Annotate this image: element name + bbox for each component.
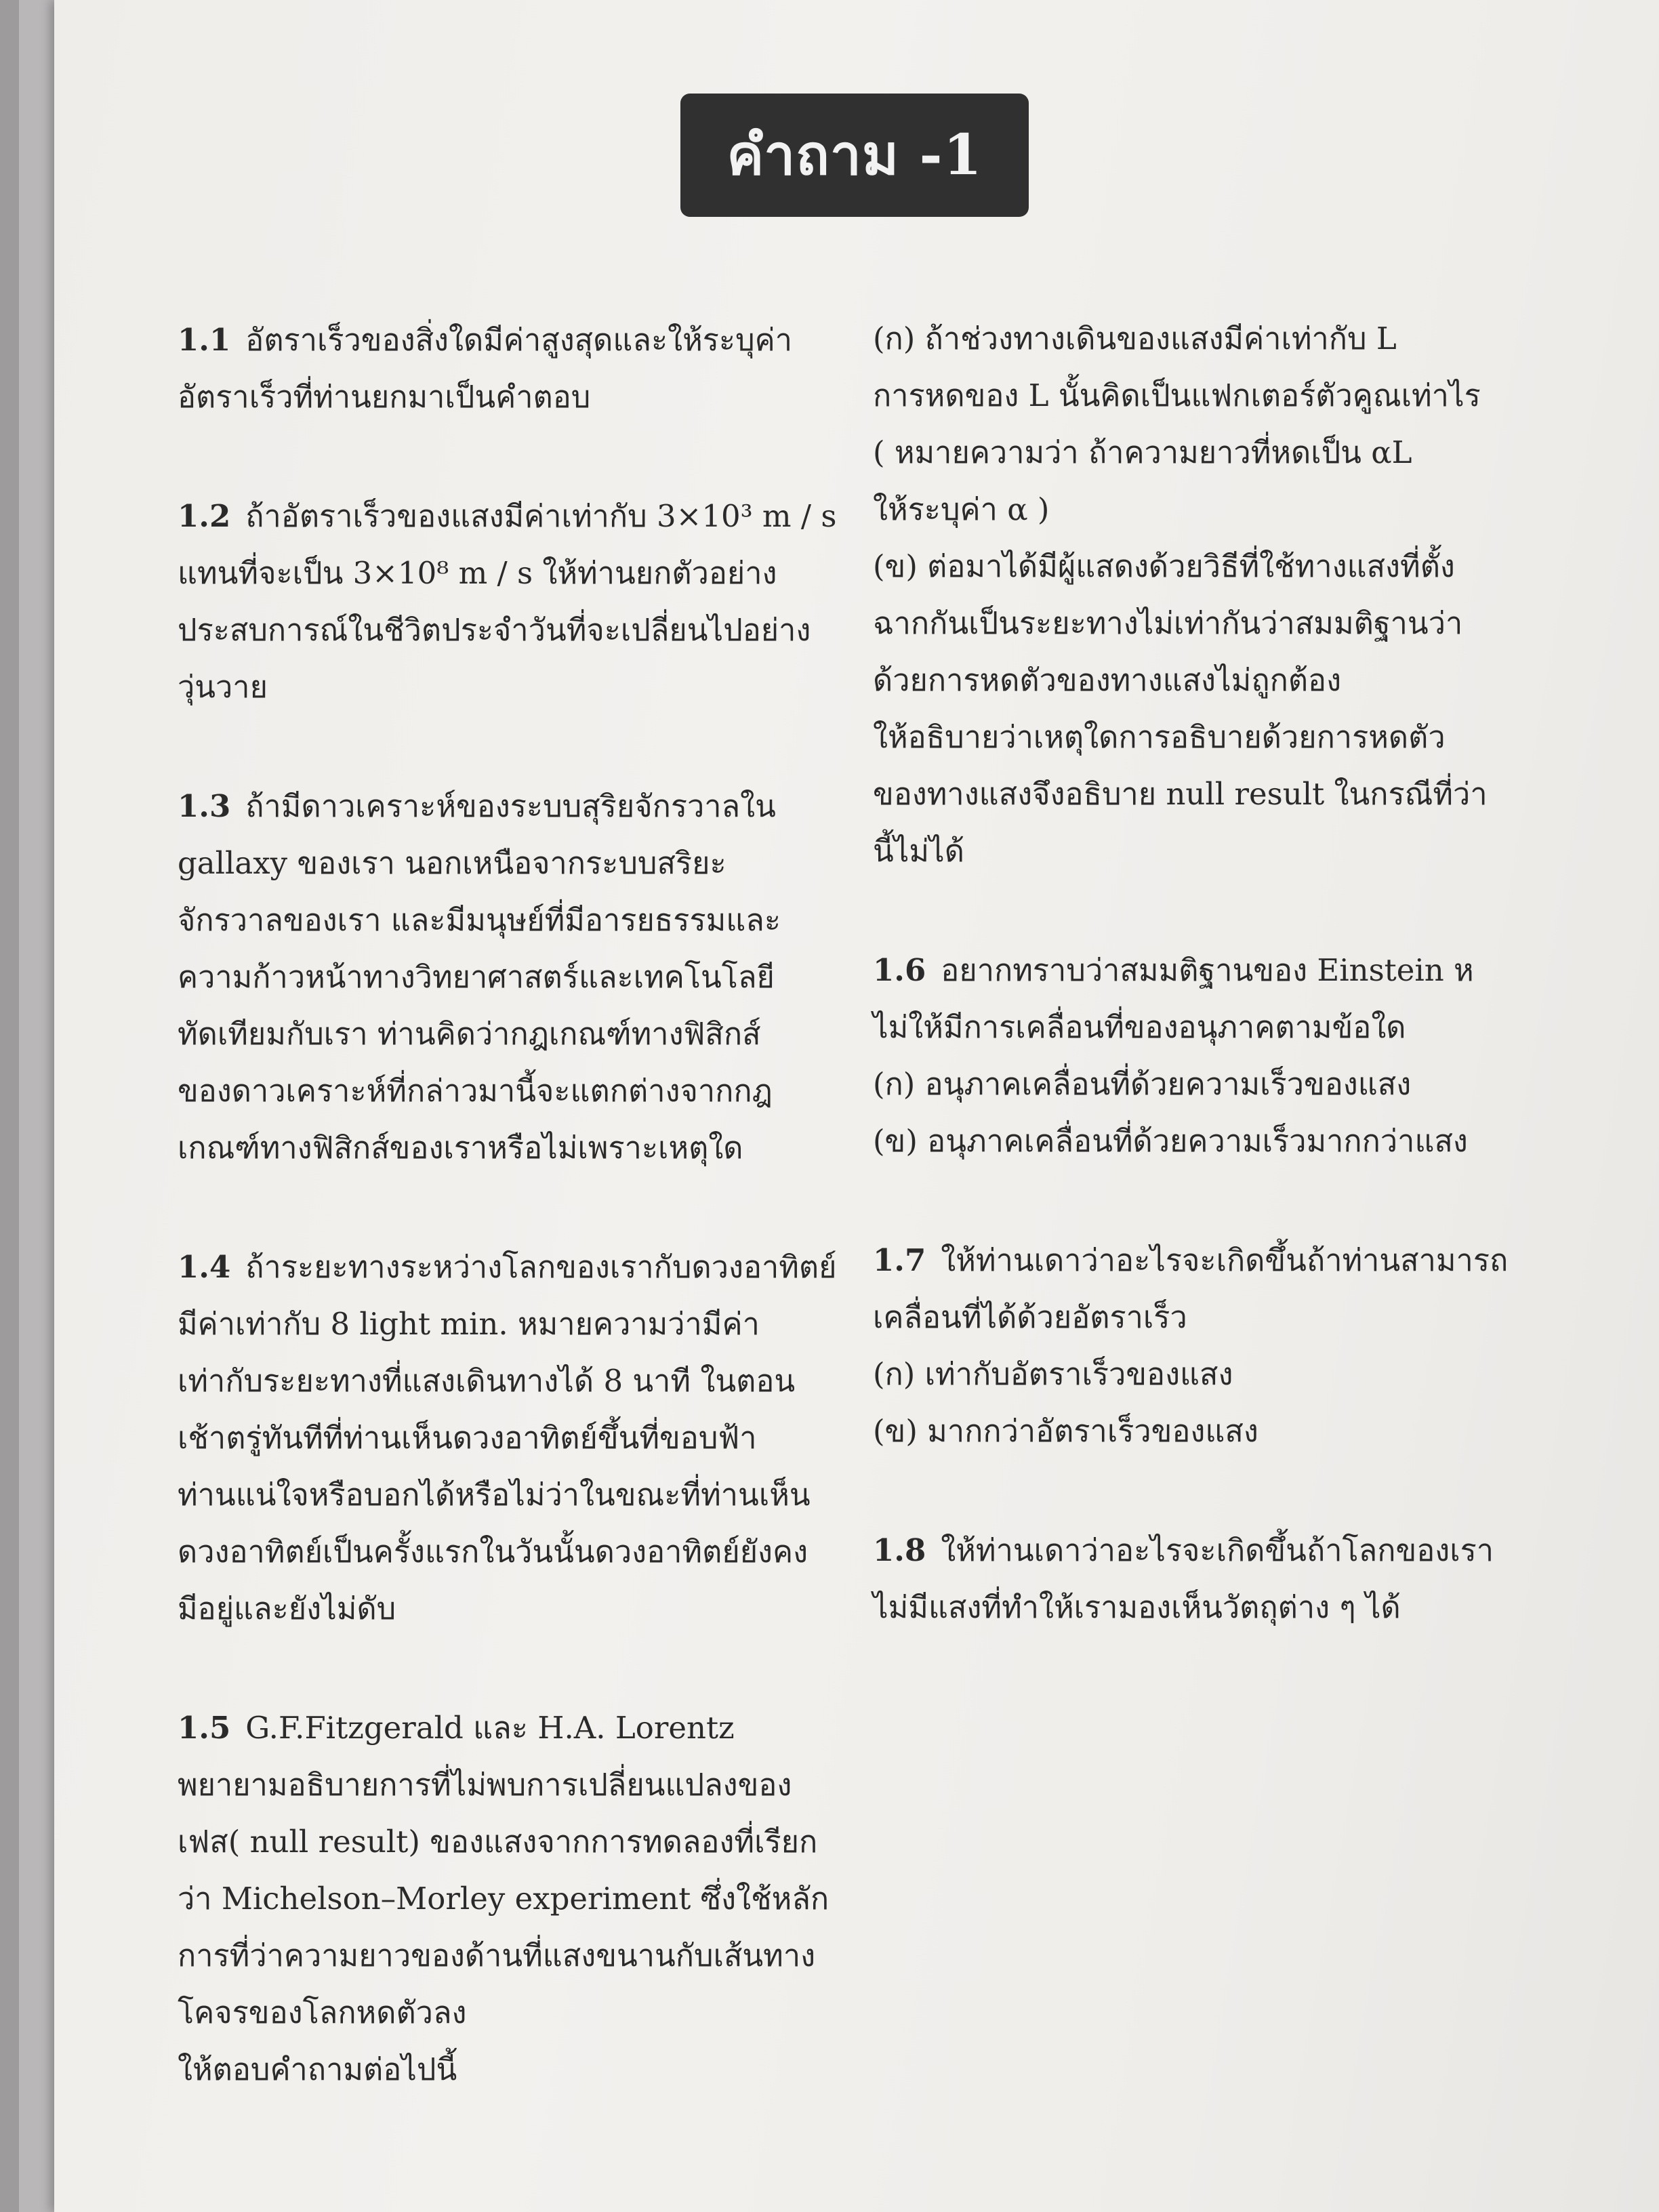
question-text-line: นี้ไม่ได้ bbox=[873, 833, 964, 869]
question-number: 1.2 bbox=[178, 498, 231, 534]
question-text-line: ว่า Michelson–Morley experiment ซึ่งใช้หลัก bbox=[178, 1881, 830, 1917]
question-text-line: มีอยู่และยังไม่ดับ bbox=[178, 1591, 396, 1626]
question-number: 1.8 bbox=[873, 1532, 926, 1568]
book-page bbox=[54, 0, 1659, 2212]
question-text-line: (ก) อนุภาคเคลื่อนที่ด้วยความเร็วของแสง bbox=[873, 1066, 1412, 1102]
question-text-line: การหดของ L นั้นคิดเป็นแฟกเตอร์ตัวคูณเท่าไร bbox=[873, 377, 1481, 413]
question-text-line: ถ้าอัตราเร็วของแสงมีค่าเท่ากับ 3×10³ m / s bbox=[245, 498, 837, 534]
chapter-heading bbox=[680, 94, 1029, 217]
question-text-line: เฟส( null result) ของแสงจากการทดลองที่เรียก bbox=[178, 1824, 818, 1860]
question-text-line: ของดาวเคราะห์ที่กล่าวมานี้จะแตกต่างจากกฎ bbox=[178, 1073, 773, 1109]
right-column bbox=[873, 310, 1632, 1636]
question-1-4 bbox=[178, 1239, 909, 1637]
question-text-line: G.F.Fitzgerald และ H.A. Lorentz bbox=[245, 1710, 735, 1746]
question-text-line: เกณฑ์ทางฟิสิกส์ของเราหรือไม่เพราะเหตุใด bbox=[178, 1130, 743, 1166]
question-1-3 bbox=[178, 778, 909, 1176]
question-text-line: โคจรของโลกหดตัวลง bbox=[178, 1994, 467, 2030]
question-text-line: (ข) อนุภาคเคลื่อนที่ด้วยความเร็วมากกว่าแสง bbox=[873, 1123, 1468, 1159]
book-binding-edge bbox=[0, 0, 19, 2212]
question-text-line: ให้ระบุค่า α ) bbox=[873, 491, 1050, 527]
question-1-2 bbox=[178, 488, 909, 716]
question-number: 1.4 bbox=[178, 1249, 231, 1285]
question-1-1 bbox=[178, 312, 909, 426]
question-text-line: ฉากกันเป็นระยะทางไม่เท่ากันว่าสมมติฐานว่า bbox=[873, 605, 1463, 641]
question-text-line: ไม่ให้มีการเคลื่อนที่ของอนุภาคตามข้อใด bbox=[873, 1009, 1406, 1045]
question-1-7 bbox=[873, 1232, 1632, 1460]
question-text-line: ความก้าวหน้าทางวิทยาศาสตร์และเทคโนโลยี bbox=[178, 959, 775, 995]
question-text-line: มีค่าเท่ากับ 8 light min. หมายความว่ามีค่า bbox=[178, 1306, 760, 1342]
question-text-line: (ก) เท่ากับอัตราเร็วของแสง bbox=[873, 1356, 1233, 1392]
question-1-6 bbox=[873, 942, 1632, 1170]
question-1-5 bbox=[178, 1700, 909, 2098]
question-text-line: เช้าตรู่ทันทีที่ท่านเห็นดวงอาทิตย์ขึ้นที่ขอบฟ้า bbox=[178, 1420, 757, 1456]
question-text-line: ถ้าระยะทางระหว่างโลกของเรากับดวงอาทิตย์ bbox=[245, 1249, 837, 1285]
question-text-line: การที่ว่าความยาวของด้านที่แสงขนานกับเส้นทาง bbox=[178, 1938, 816, 1973]
question-text-line: จักรวาลของเรา และมีมนุษย์ที่มีอารยธรรมและ bbox=[178, 902, 781, 938]
question-text-line: ด้วยการหดตัวของทางแสงไม่ถูกต้อง bbox=[873, 662, 1342, 698]
question-text-line: พยายามอธิบายการที่ไม่พบการเปลี่ยนแปลงของ bbox=[178, 1767, 792, 1803]
question-text-line: (ข) มากกว่าอัตราเร็วของแสง bbox=[873, 1413, 1258, 1449]
question-text-line: ประสบการณ์ในชีวิตประจำวันที่จะเปลี่ยนไปอย่าง bbox=[178, 612, 811, 648]
question-text-line: ให้ท่านเดาว่าอะไรจะเกิดขึ้นถ้าโลกของเรา bbox=[941, 1532, 1494, 1568]
chapter-heading-text: คำถาม -1 bbox=[726, 123, 983, 188]
question-text-line: แทนที่จะเป็น 3×10⁸ m / s ให้ท่านยกตัวอย่าง bbox=[178, 555, 777, 591]
question-text-line: ให้อธิบายว่าเหตุใดการอธิบายด้วยการหดตัว bbox=[873, 719, 1446, 755]
question-text-line: เท่ากับระยะทางที่แสงเดินทางได้ 8 นาที ในตอน bbox=[178, 1363, 796, 1399]
question-text-line: ของทางแสงจึงอธิบาย null result ในกรณีที่ว่า bbox=[873, 776, 1488, 812]
left-column bbox=[178, 312, 909, 2098]
question-number: 1.7 bbox=[873, 1242, 926, 1278]
question-number: 1.5 bbox=[178, 1710, 231, 1746]
question-text-line: (ข) ต่อมาได้มีผู้แสดงด้วยวิธีที่ใช้ทางแสงที่ตั้ง bbox=[873, 548, 1455, 584]
question-text-line: วุ่นวาย bbox=[178, 669, 268, 705]
question-text-line: ท่านแน่ใจหรือบอกได้หรือไม่ว่าในขณะที่ท่านเห็น bbox=[178, 1477, 811, 1513]
question-text-line: อัตราเร็วที่ท่านยกมาเป็นคำตอบ bbox=[178, 379, 591, 415]
question-text-line: อยากทราบว่าสมมติฐานของ Einstein ห bbox=[941, 952, 1474, 988]
question-number: 1.6 bbox=[873, 952, 926, 988]
question-text-line: ไม่มีแสงที่ทำให้เรามองเห็นวัตถุต่าง ๆ ได้ bbox=[873, 1589, 1401, 1625]
question-text-line: gallaxy ของเรา นอกเหนือจากระบบสริยะ bbox=[178, 845, 726, 881]
question-text-line: ให้ท่านเดาว่าอะไรจะเกิดขึ้นถ้าท่านสามารถ bbox=[941, 1242, 1509, 1278]
question-text-line: อัตราเร็วของสิ่งใดมีค่าสูงสุดและให้ระบุค่า bbox=[245, 322, 793, 358]
question-text-line: ดวงอาทิตย์เป็นครั้งแรกในวันนั้นดวงอาทิตย์ยังคง bbox=[178, 1534, 808, 1570]
question-text-line: (ก) ถ้าช่วงทางเดินของแสงมีค่าเท่ากับ L bbox=[873, 321, 1397, 356]
question-text-line: ให้ตอบคำถามต่อไปนี้ bbox=[178, 2051, 457, 2087]
question-number: 1.1 bbox=[178, 322, 231, 358]
question-text-line: ถ้ามีดาวเคราะห์ของระบบสุริยจักรวาลใน bbox=[245, 788, 776, 824]
question-1-5-continued bbox=[873, 310, 1632, 880]
question-text-line: เคลื่อนที่ได้ด้วยอัตราเร็ว bbox=[873, 1299, 1187, 1335]
question-1-8 bbox=[873, 1522, 1632, 1636]
question-number: 1.3 bbox=[178, 788, 231, 824]
question-text-line: ( หมายความว่า ถ้าความยาวที่หดเป็น αL bbox=[873, 434, 1412, 470]
question-text-line: ทัดเทียมกับเรา ท่านคิดว่ากฎเกณฑ์ทางฟิสิกส์ bbox=[178, 1016, 761, 1052]
